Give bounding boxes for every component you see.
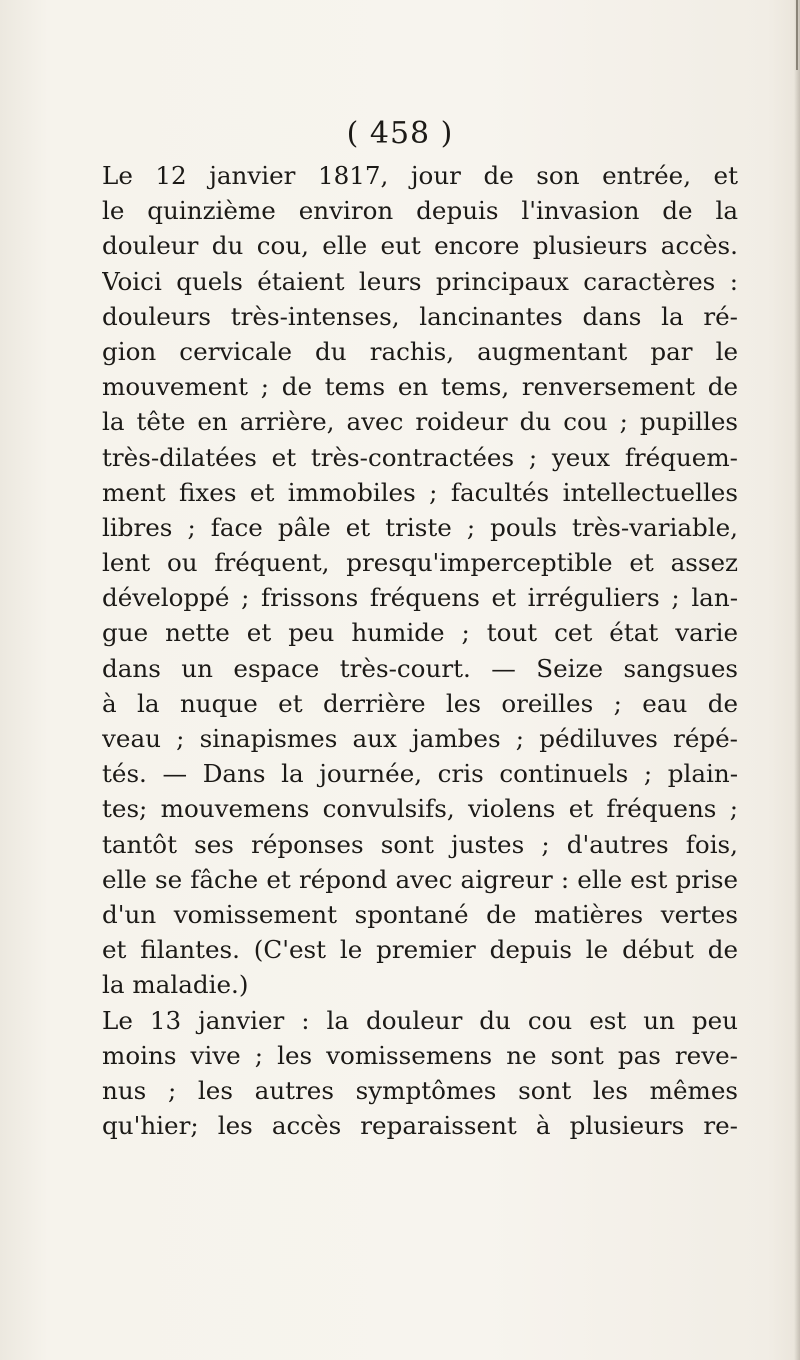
text-line: gion cervicale du rachis, augmentant par le	[102, 336, 738, 366]
text-line: libres ; face pâle et triste ; pouls très-variable,	[102, 512, 738, 542]
text-line: tantôt ses réponses sont justes ; d'autres fois,	[102, 829, 738, 859]
text-line: veau ; sinapismes aux jambes ; pédiluves répé-	[102, 724, 738, 753]
text-line: lent ou fréquent, presqu'imperceptible et assez	[102, 548, 738, 578]
text-line: la tête en arrière, avec roideur du cou ; pupilles	[102, 407, 738, 437]
text-line: douleur du cou, elle eut encore plusieurs accès.	[102, 231, 738, 261]
text-line: la maladie.)	[102, 970, 249, 1000]
text-line: Voici quels étaient leurs principaux caractères :	[102, 266, 738, 296]
text-line: qu'hier; les accès reparaissent à plusieurs re-	[102, 1111, 738, 1141]
text-line: très-dilatées et très-contractées ; yeux fréquem-	[102, 442, 738, 472]
text-line: développé ; frissons fréquens et irréguliers ; lan-	[102, 583, 738, 613]
text-line: dans un espace très-court. — Seize sangsues	[102, 653, 738, 683]
text-line: moins vive ; les vomissemens ne sont pas reve-	[102, 1040, 738, 1070]
text-line: Le 12 janvier 1817, jour de son entrée, et	[102, 161, 738, 190]
text-line: ment fixes et immobiles ; facultés intellectuelles	[102, 477, 738, 507]
page-number: ( 458 )	[346, 116, 454, 151]
page-edge-shadow	[794, 0, 800, 1360]
text-line: mouvement ; de tems en tems, renversement de	[102, 372, 738, 402]
text-line: le quinzième environ depuis l'invasion de la	[102, 196, 738, 226]
text-line: et filantes. (C'est le premier depuis le début de	[102, 935, 738, 965]
text-line: elle se fâche et répond avec aigreur : elle est prise	[102, 864, 738, 894]
page-edge-mark	[796, 0, 798, 70]
text-line: à la nuque et derrière les oreilles ; eau de	[102, 688, 738, 718]
text-line: douleurs très-intenses, lancinantes dans la ré-	[102, 301, 738, 331]
text-line: Le 13 janvier : la douleur du cou est un peu	[102, 1005, 738, 1035]
text-line: tés. — Dans la journée, cris continuels ; plain-	[102, 759, 738, 789]
text-line: nus ; les autres symptômes sont les mêmes	[102, 1075, 738, 1105]
text-line: gue nette et peu humide ; tout cet état varie	[102, 618, 738, 648]
body-text	[102, 158, 738, 1143]
text-line: d'un vomissement spontané de matières vertes	[102, 899, 738, 929]
text-line: tes; mouvemens convulsifs, violens et fréquens ;	[102, 794, 738, 824]
